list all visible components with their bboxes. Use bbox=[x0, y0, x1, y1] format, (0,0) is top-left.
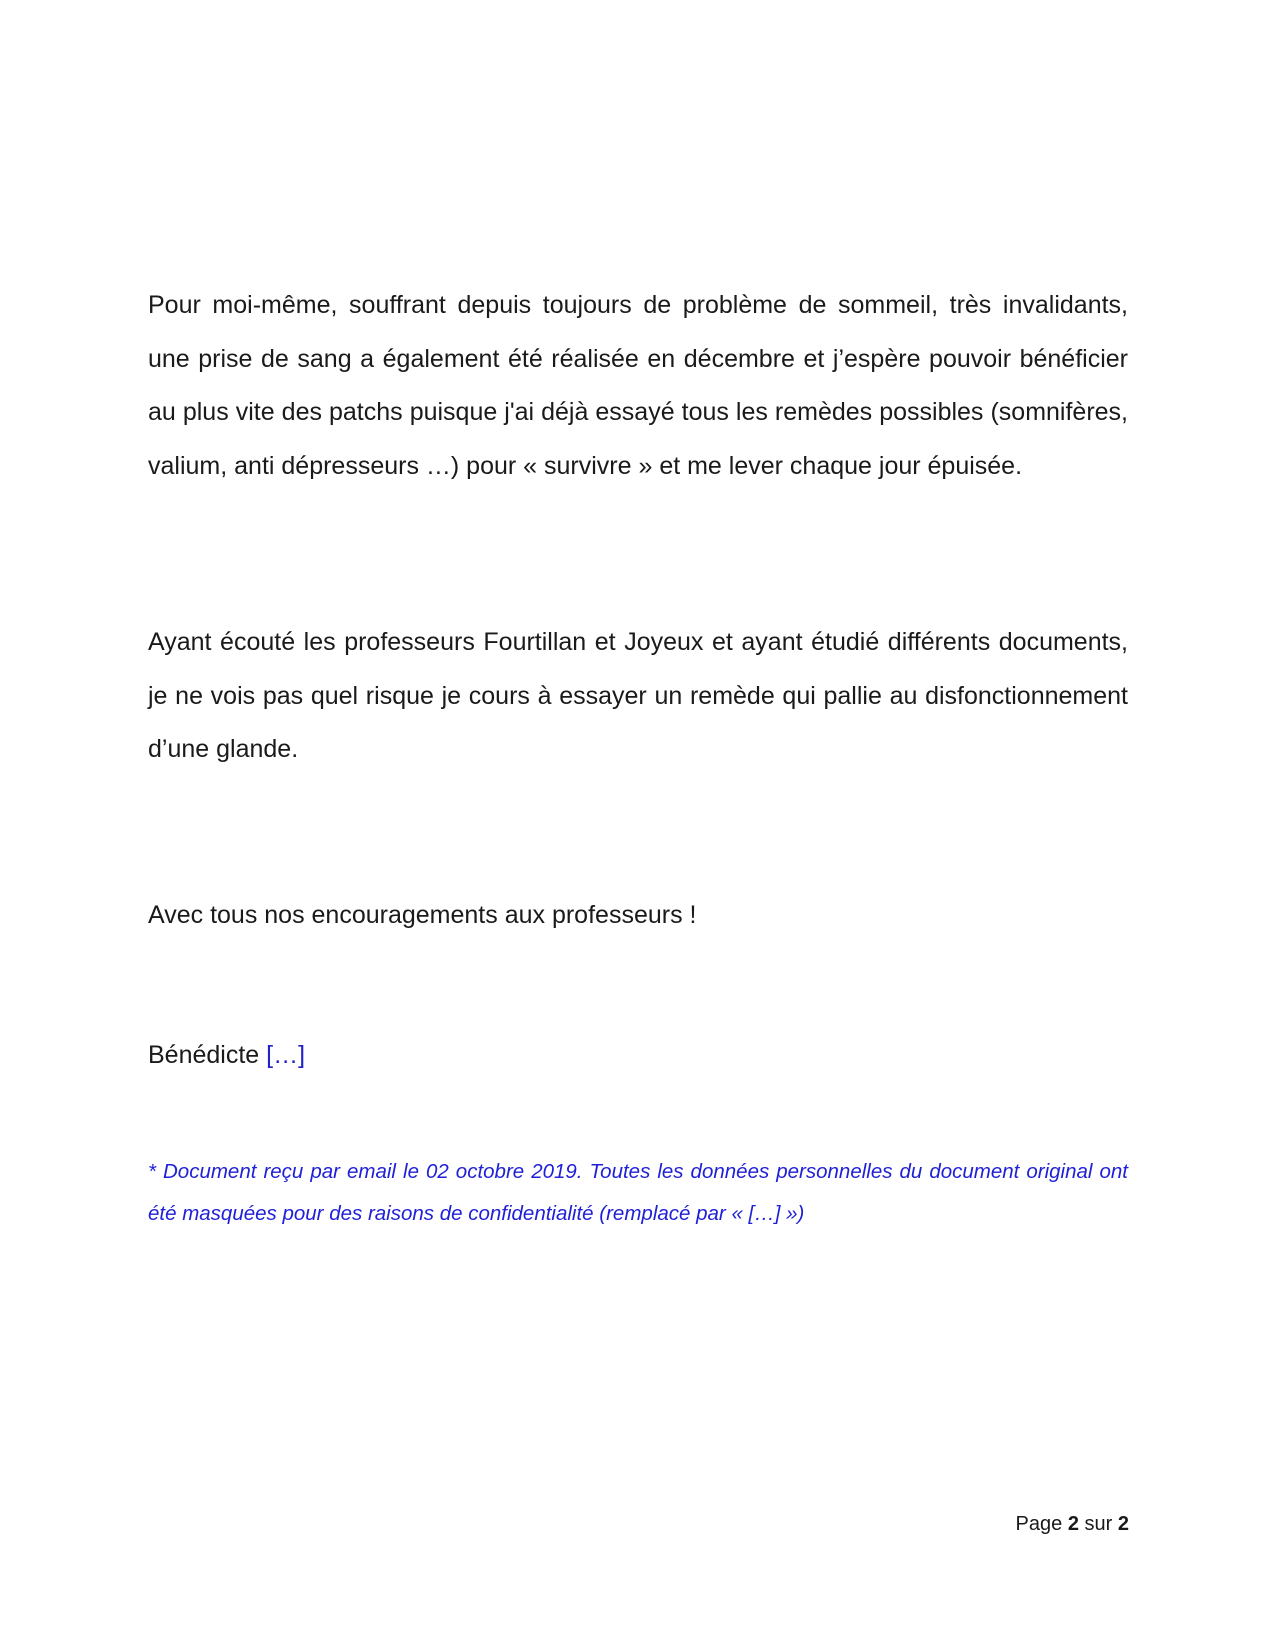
paragraph-encouragement: Avec tous nos encouragements aux professeurs ! bbox=[148, 901, 697, 929]
paragraph-professors: Ayant écouté les professeurs Fourtillan et Joyeux et ayant étudié différents documents, je ne vois pas quel risque je cours à essayer un remède qui pallie au disfonctionnement d’une glande. bbox=[148, 628, 1128, 763]
page-label: Page bbox=[1015, 1513, 1063, 1535]
confidentiality-note: * Document reçu par email le 02 octobre 2019. Toutes les données personnelles du document original ont été masquées pour des raisons de confidentialité (remplacé par « […] ») bbox=[148, 1160, 1128, 1225]
signature bbox=[148, 1029, 1128, 1083]
signature-redacted: […] bbox=[266, 1041, 306, 1069]
page-total: 2 bbox=[1117, 1513, 1129, 1535]
signature-name: Bénédicte bbox=[148, 1041, 260, 1069]
page-separator: sur bbox=[1084, 1513, 1113, 1535]
page-number bbox=[1016, 1513, 1129, 1536]
page-current: 2 bbox=[1067, 1513, 1079, 1535]
paragraph-sleep-problems: Pour moi-même, souffrant depuis toujours de problème de sommeil, très invalidants, une prise de sang a également été réalisée en décembre et j’espère pouvoir bénéficier au plus vite des patchs puisque j'ai déjà essayé tous les remèdes possibles (somnifères, valium, anti dépresseurs …) pour « survivre » et me lever chaque jour épuisée. bbox=[148, 291, 1128, 480]
